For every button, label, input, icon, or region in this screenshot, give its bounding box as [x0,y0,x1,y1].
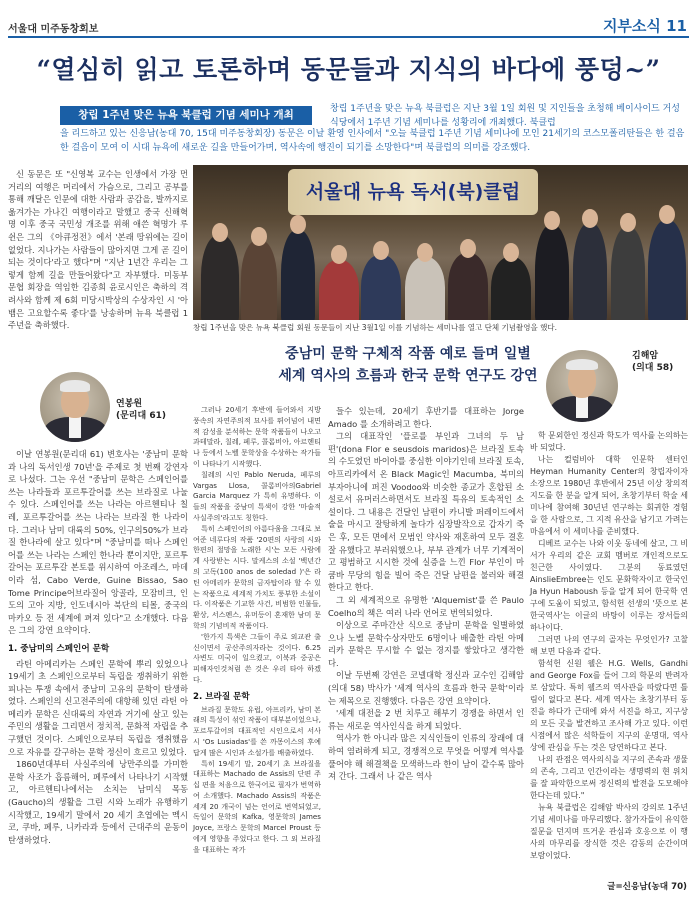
col2-paragraph-1: 그러나 20세기 후반에 들어와서 지방 풍속의 자연주의적 묘사를 뛰어넘어 내면적 감성을 분석하는 문학 작품들이 나오고 과테말라, 칠레, 페루, 콜롬비아, 아르헨티나 등에서 노벨 문학상을 수상하는 작가들이 나타나기 시작했다. [193,405,321,468]
col2-paragraph-4: '한가지 특색은 그들이 주로 외교관 출신이면서 공산주의자라는 것이다. 6.25 사변도 미국이 일으켰고, 이북과 중공은 피해자인것처럼 쓴 것은 우리 타아 하겠다. [193,631,321,684]
col3-paragraph-4: 이상으로 주마간산 식으로 중남미 문학을 일별하였으나 노벨 문학수상자만도 6명이나 배출한 라틴 아메리카 문학은 무시할 수 없는 경지를 쌓았다고 생각한다. [328,620,524,668]
header-divider [8,36,689,38]
col1-paragraph: 이날 연봉원(문리대 61) 변호사는 '중남미 문학과 나의 독서인생 70년'을 주제로 첫 번째 강연자로 나섰다. 그는 우선 "중남미 문학은 스페인어를 쓰는 나라들과 포르투갈어를 쓰는 브라질로 나눌수 있다. 스페인어를 쓰는 나라는 아르헨티나 칠레, 포르투갈어를 쓰는 나라는 브라질 한 나라이다. 그러나 남미 대륙의 50%, 인구의50%가 브라질 한나라에 살고 있다"며 "중남미를 떠나 스페인어를 쓰는 나라는 스페인 한나라 뿐이지만, 포르투갈어는 포르투갈 본토를 위시하여 아조레스, 마데이라 섬, Cabo Verde, Guine Bissao, Sao Tome Principe어브라질어 앙골라, 모잠비크, 인도의 고아 지방, 인도네시아 북단의 티몰, 중국의 마카오 등 전 세계에 펴져 있다"고 소개했다. 다음은 그의 강연 요약이다. [8,449,188,636]
col3-paragraph-3: 그 외 세계적으로 유명한 'Alquemist'를 쓴 Paulo Coelho의 책은 여러 나라 언어로 번역되었다. [328,594,524,618]
col4-paragraph-5: 함석헌 신원 웰은 H.G. Wells, Gandhi and George Fox를 들어 그의 학문의 반려자로 삼았다. 특히 웰즈의 역사관을 따랐다면 틀림이 없다고 본다. 세계 역사는 초창기부터 동진을 하다가 근대에 와서 서진을 하고, 지구상의 모든 곳을 발견하고 조사해 가고 있다. 이런 시점에서 많은 석학들이 지구의 운명대, 역사상에 관심을 두는 것은 당연하다고 본다. [530,659,688,752]
col4-paragraph-7: 뉴욕 북클럽은 김해암 박사의 강의로 1주년 기념 세미나를 마무리했다. 참가자들이 유익한 질문을 던지며 뜨거운 관심과 호응으로 이 행사의 마무리를 장식한 것은 감동의 순간이며 보람이었다. [530,803,688,860]
intro-text: 신 동문은 또 "신영복 교수는 인생에서 가장 먼거리의 여행은 머리에서 가슴으로, 그리고 공부를 통해 깨달은 인문에 대한 사람과 공감을, 발까지로 옮겨가는 가나긴 여행이라고 말했고 중국 신해혁명 이후 중국 국민성 개조를 위해 애쓴 혁명가 루쉰은 그의 《아큐정전》에서 '본래 땅위에는 길이 없었다. 지나가는 사람들이 많아지면 그게 곧 길이 되는 것이다'라고 했다"며 "지난 1년간 우리는 그렇게 함께 길을 만들어왔다"고 자부했다. 미동부 문협 회장을 역임한 김종희 윤로시인은 축하의 격려사와 함께 제 6회 미당시박상의 수상자인 시 '아뱀은 고요할수록 좋다'를 낭송하며 뉴욕 북클럽 1주년을 축하했다. [8,169,188,331]
speaker-2-portrait [546,350,618,422]
col4-paragraph-1: 학 문외한인 정신과 학도가 역사를 논의하는 바 되었다. [530,431,688,452]
author-signature: 글=신응남(농대 70) [607,882,687,892]
col2-paragraph-2: 칠레의 시인 Pablo Neruda, 페루의 Vargas Llosa, 콜롬비아의Gabriel Garcia Marquez 가 특히 유명하다. 이들의 작품을 중남미 특색이 강한 '마술적 사실주의'라고도 칭한다. [193,469,321,522]
section-2-title: 2. 브라질 문학 [193,691,250,702]
col3-paragraph-5: 이날 두번째 강연은 코넬대학 정신과 교수인 김해암(의대 58) 박사가 '세계 역사의 흐름과 한국 문학'이라는 제목으로 진행했다. 다음은 강연 요약이다. [328,670,524,706]
column-1 [8,448,188,846]
photo-banner: 서울대 뉴욕 독서(북)클럽 [288,169,538,215]
speaker-1-dept: (문리대 61) [116,411,166,421]
lead-paragraph-2: 을 리드하고 있는 신응남(농대 70, 15대 미주동창회장) 동문은 이날 환영 인사에서 "오늘 북클럽 1주년 기념 세미나에 모인 21세기의 코스모폴리탄들은 한 걸음 한 걸음이 모여 이 시대 뉴욕에 새로운 길을 만들어가며, 역사속에 행진이 되기를 소망한다"며 북클럽의 의미를 강조했다. [60,129,685,153]
lead-paragraph-1: 창립 1주년을 맞은 뉴욕 북클럽은 지난 3월 1일 회원 및 지인들을 초청해 베이사이드 거성 식당에서 1주년 기념 세미나를 성황리에 개최했다. 북클럽 [330,104,680,128]
subheading-line-2: 세계 역사의 흐름과 한국 문학 연구도 강연 [278,368,538,384]
section-page-number: 지부소식 11 [602,17,687,35]
group-photo [193,165,688,320]
col4-paragraph-2: 나는 컬럼비아 대학 인문학 센터인 Heyman Humanity Center의 창립자이자 소장으로 1980년 후반에서 25년 이상 창의적 지도를 한 분을 알게 되어, 초창기부터 학술 세미나에 참여해 30년년 연구하는 회귀한 경험을 한 사람으로, 그 지적 유산을 남기고 가려는 마음에서 이 세미나를 준비했다. [530,455,688,536]
section-1-paragraph: 라틴 아메리카는 스페인 문학에 뿌리 있었으나 19세기 초 스페인으로부터 독립을 쟁취하기 위한 피나는 투쟁 속에서 중남미 고유의 문학이 탄생하였다. 스페인의 신고전주의에 대항해 있던 라틴 아메리카 문학은 신대륙의 자연과 거기에 살고 있는 주민의 생활을 그리면서 정치적, 문화적 자립을 추구했던 것이다. 스페인으로부터 독립을 쟁취했음으로 자유를 갈구하는 문학 정신이 흐르고 있었다. [8,658,188,757]
speaker-2-name: 김해암 [632,351,659,361]
subheading-line-1: 중남미 문학 구체적 작품 예로 들며 일별 [285,346,531,362]
column-3 [328,405,524,783]
intro-paragraph [8,168,188,332]
col3-paragraph-2: 그의 대표작인 '플로를 부인과 그녀의 두 남편'(dona Flor e seusdois maridos)은 브라질 토속의 수도였던 바이아를 중심한 이야기인데 브라질 토속, 아프리카에서 온 Black Magic인 Macumba, 북미의 부자아니에 퍼진 Voodoo와 비슷한 종교가 혼합된 소설로서 유머러스하면서도 브라질 특유의 토속적인 소설이다. 그 내용은 건달인 남편이 카니발 퍼레이드에서 술을 마시고 잘탕하게 놀다가 심장발작으로 갑자기 죽은 후, 모든 면에서 모범인 약사와 재혼하여 모두 결혼 잘 유했다고 부러워했으나, 부부 관계가 너무 기계적이고 평범하고 시시한 것에 실증을 느낀 Flor 부인이 마쿰바 무당의 힘을 빌어 죽은 건달 남편을 불러와 해결한다고 한다. [328,431,524,593]
speaker-2-name-tag [632,350,673,374]
section-2-paragraph-2: 특히 19세기 말, 20세기 초 브라질을 대표하는 Machado de Assis의 단편 주십 편을 처음으로 한국어로 필자가 번역하여 소개했다. Machado Assis의 작품은 세계 20 개국이 넘는 언어로 번역되었고, 독일어 문학의 Kafka, 영문학의 James Joyce, 프랑스 문학의 Marcel Proust 등에게 영향을 주었다고 한다. 그 외 브라질을 대표하는 작가 [193,758,321,854]
article-headline: “열심히 읽고 토론하며 동문들과 지식의 바다에 풍덩~” [36,55,661,84]
col4-paragraph-6: 나의 관점은 역사의식을 지구의 존속과 생물의 존속, 그리고 인간이라는 생명력의 현 위치를 잘 파악한으로써 정신력의 발전을 도모해야 한다는데 있다." [530,755,688,800]
column-2 [193,405,321,856]
article-banner: 창립 1주년 맞은 뉴욕 북클럽 기념 세미나 개최 [60,106,312,125]
col3-paragraph-1: 들수 있는데, 20세기 후반기를 대표하는 Jorge Amado 를 소개하려고 한다. [328,406,524,429]
section-2-paragraph: 브라질 문학도 유럽, 아프리카, 남미 본래의 특성이 섞인 작품이 대부분이었으나, 포르투갈어의 대표적인 시인으로서 서사시 'Os Lusiadas'를 쓴 까몽이스의 후예답게 많은 시인과 소설가를 배출하였다. [193,704,321,757]
speaker-1-name-tag [116,398,166,422]
newspaper-name: 서울대 미주동창회보 [8,24,99,35]
col4-paragraph-4: 그러면 나의 연구의 골자는 무엇인가? 고찰해 보면 다음과 같다. [530,635,688,656]
column-4 [530,430,688,862]
col3-paragraph-7: 역사가 한 아니라 많은 지식인들이 인류의 장래에 대하여 염려하게 되고, 경쟁적으로 무엇을 어떻게 역사를 풀어야 해 해결책을 모색하느라 한이 남이 같수록 많아져 간다. 그래서 나 같은 역사 [328,733,524,782]
section-1-title: 1. 중남미의 스페인어 문학 [8,643,110,654]
speaker-2-dept: (의대 58) [632,363,674,373]
speaker-1-name: 연봉원 [116,399,143,409]
col3-paragraph-6: '세계 대전을 2 번 치루고 해부기 경쟁을 하면서 인류는 새로운 역사인식을 하게 되었다. [328,708,524,731]
photo-caption: 창립 1주년을 맞은 뉴욕 북클럽 회원 동문들이 지난 3월1일 이를 기념하는 세미나를 열고 단체 기념촬영을 했다. [193,323,557,332]
speaker-1-portrait [40,372,110,442]
col2-paragraph-3: 특히 스페인어의 아름다움을 그대로 보여준 네루다의 작품 '20편의 사랑의 시와 한편의 절망을 노래한 시'는 모든 사람에게 사랑받는 시다. 말케스의 소설 '백년간의 고독(100 anos de soledad )'은 라틴 아메리카 문학의 금자탑이라 할 수 있는 작품으로 세계적 가치도 풍부한 소설이다. 이작품은 기교한 사건, 비범한 인물들, 환상, 서스펜스, 유머등이 혼재한 남미 문학의 기념비적 작품이다. [193,523,321,630]
col4-paragraph-3: 디베르 교수는 나와 이웃 동네에 살고, 그 비서가 우리의 같은 교회 멤버로 개인적으로도 친근한 사이였다. 그분의 동료였던 AinslieEmbree는 인도 문화학자이고 한국인 Ja Hyun Haboush 등을 알게 되어 한국학 연구에 도움이 되었고, 함석헌 선생의 '뜻으로 본 한국역사'는 이글의 바탕이 이루는 장서들의 하나이다. [530,539,688,632]
section-1-paragraph-2: 1860년대부터 사실주의에 낭만주의를 가미한 문학 사조가 흡름해어, 페루에서 나타나기 시작했고, 아르헨티나에서는 소치는 남미식 목동(Gaucho)의 생활을 그린 시와 노래가 유행하기 시작했고, 19세기 말에서 20 세기 초엽에는 멕시코, 쿠바, 페루, 니카라과 등에서 근대주의 운동이 탄생하였다. [8,759,188,845]
